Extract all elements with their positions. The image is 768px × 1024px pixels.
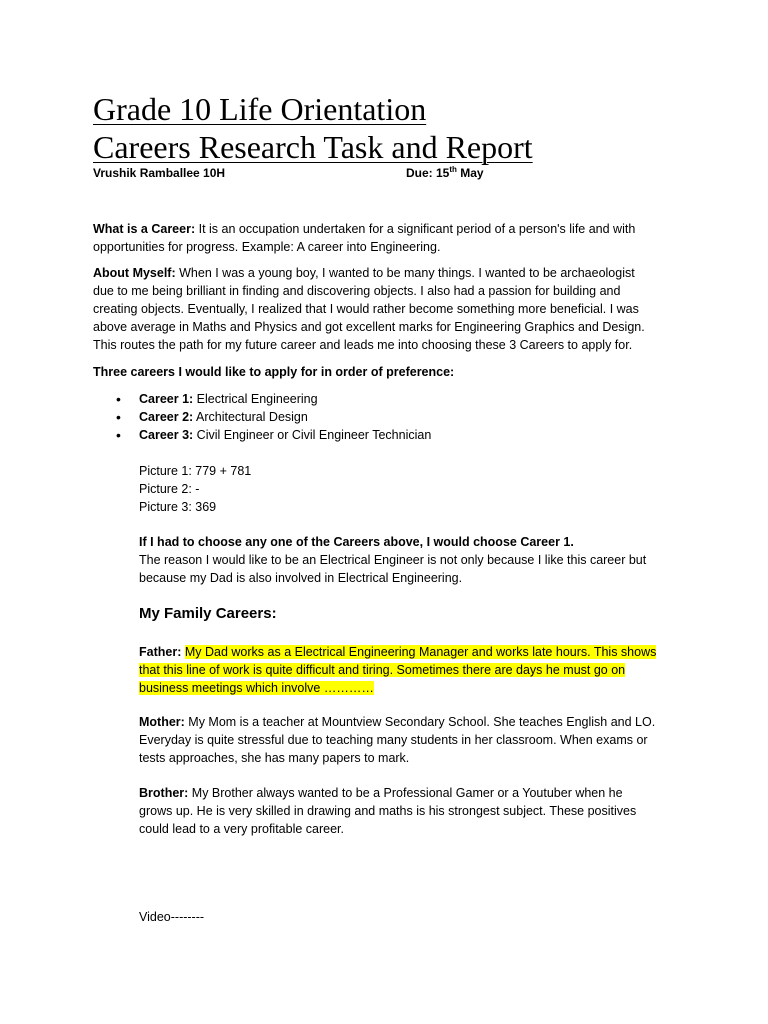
author-name: Vrushik Ramballee 10H bbox=[93, 166, 226, 180]
about-line: creating objects. Eventually, I realized that I would rather become something more beneficial. I was bbox=[93, 302, 639, 316]
picture-entry: Picture 1: 779 + 781 bbox=[139, 464, 252, 478]
three-careers-heading: Three careers I would like to apply for in order of preference: bbox=[93, 365, 455, 379]
byline bbox=[93, 166, 568, 181]
mother-label: Mother: bbox=[139, 715, 185, 729]
picture-entry: Picture 2: - bbox=[139, 482, 200, 496]
document-header bbox=[93, 90, 568, 181]
about-line: above average in Maths and Physics and got excellent marks for Engineering Graphics and Design. bbox=[93, 320, 645, 334]
brother-label: Brother: bbox=[139, 786, 189, 800]
career-definition-text-2: opportunities for progress. Example: A career into Engineering. bbox=[93, 240, 441, 254]
brother-text: could lead to a very profitable career. bbox=[139, 822, 344, 836]
list-item bbox=[116, 426, 431, 444]
father-label: Father: bbox=[139, 645, 182, 659]
mother-text: My Mom is a teacher at Mountview Secondary School. She teaches English and LO. bbox=[184, 715, 656, 729]
title-line-1: Grade 10 Life Orientation bbox=[93, 91, 427, 127]
father-highlighted-text: that this line of work is quite difficult and tiring. Sometimes there are days he must go on bbox=[139, 663, 626, 677]
brother-paragraph bbox=[139, 784, 636, 838]
career-choice-text: The reason I would like to be an Electrical Engineer is not only because I like this career but bbox=[139, 553, 647, 567]
brother-text: grows up. He is very skilled in drawing and maths is his strongest subject. These positives bbox=[139, 804, 637, 818]
due-date bbox=[406, 166, 484, 181]
career-value: Civil Engineer or Civil Engineer Technician bbox=[193, 428, 432, 442]
title-line-2: Careers Research Task and Report bbox=[93, 129, 533, 165]
career-definition-text: It is an occupation undertaken for a significant period of a person's life and with bbox=[195, 222, 636, 236]
about-line: This routes the path for my future career and leads me into choosing these 3 Careers to apply for. bbox=[93, 338, 633, 352]
career-value: Architectural Design bbox=[193, 410, 308, 424]
list-item bbox=[116, 390, 431, 408]
due-ordinal: th bbox=[449, 165, 457, 174]
career-choice-paragraph bbox=[139, 533, 646, 587]
mother-text: tests approaches, she has many papers to mark. bbox=[139, 751, 410, 765]
about-line: When I was a young boy, I wanted to be many things. I wanted to be archaeologist bbox=[175, 266, 635, 280]
career-choice-text: because my Dad is also involved in Electrical Engineering. bbox=[139, 571, 463, 585]
mother-paragraph bbox=[139, 713, 655, 767]
career-definition-paragraph bbox=[93, 220, 693, 256]
picture-entry: Picture 3: 369 bbox=[139, 500, 217, 514]
career-list bbox=[116, 390, 431, 444]
due-label: Due: 15 bbox=[406, 166, 450, 180]
pictures-list bbox=[139, 462, 251, 516]
career-label: Career 2: bbox=[139, 410, 194, 424]
father-paragraph bbox=[139, 643, 656, 697]
about-myself-label: About Myself: bbox=[93, 266, 176, 280]
brother-text: My Brother always wanted to be a Professional Gamer or a Youtuber when he bbox=[188, 786, 623, 800]
mother-text: Everyday is quite stressful due to teaching many students in her classroom. When exams or bbox=[139, 733, 648, 747]
career-value: Electrical Engineering bbox=[193, 392, 318, 406]
about-myself-paragraph bbox=[93, 264, 693, 354]
bullet-icon: • bbox=[116, 391, 121, 407]
career-label: Career 3: bbox=[139, 428, 194, 442]
about-line: due to me being brilliant in finding and discovering objects. I also had a passion for building and bbox=[93, 284, 621, 298]
family-careers-heading: My Family Careers: bbox=[139, 605, 277, 622]
list-item bbox=[116, 408, 431, 426]
video-placeholder: Video-------- bbox=[139, 910, 205, 924]
career-definition-label: What is a Career: bbox=[93, 222, 196, 236]
due-month: May bbox=[456, 166, 484, 180]
career-choice-heading: If I had to choose any one of the Careers above, I would choose Career 1. bbox=[139, 535, 574, 549]
father-highlighted-text: My Dad works as a Electrical Engineering Manager and works late hours. This shows bbox=[184, 645, 657, 659]
career-label: Career 1: bbox=[139, 392, 194, 406]
bullet-icon: • bbox=[116, 427, 121, 443]
father-highlighted-text: business meetings which involve ………… bbox=[139, 681, 374, 695]
bullet-icon: • bbox=[116, 409, 121, 425]
